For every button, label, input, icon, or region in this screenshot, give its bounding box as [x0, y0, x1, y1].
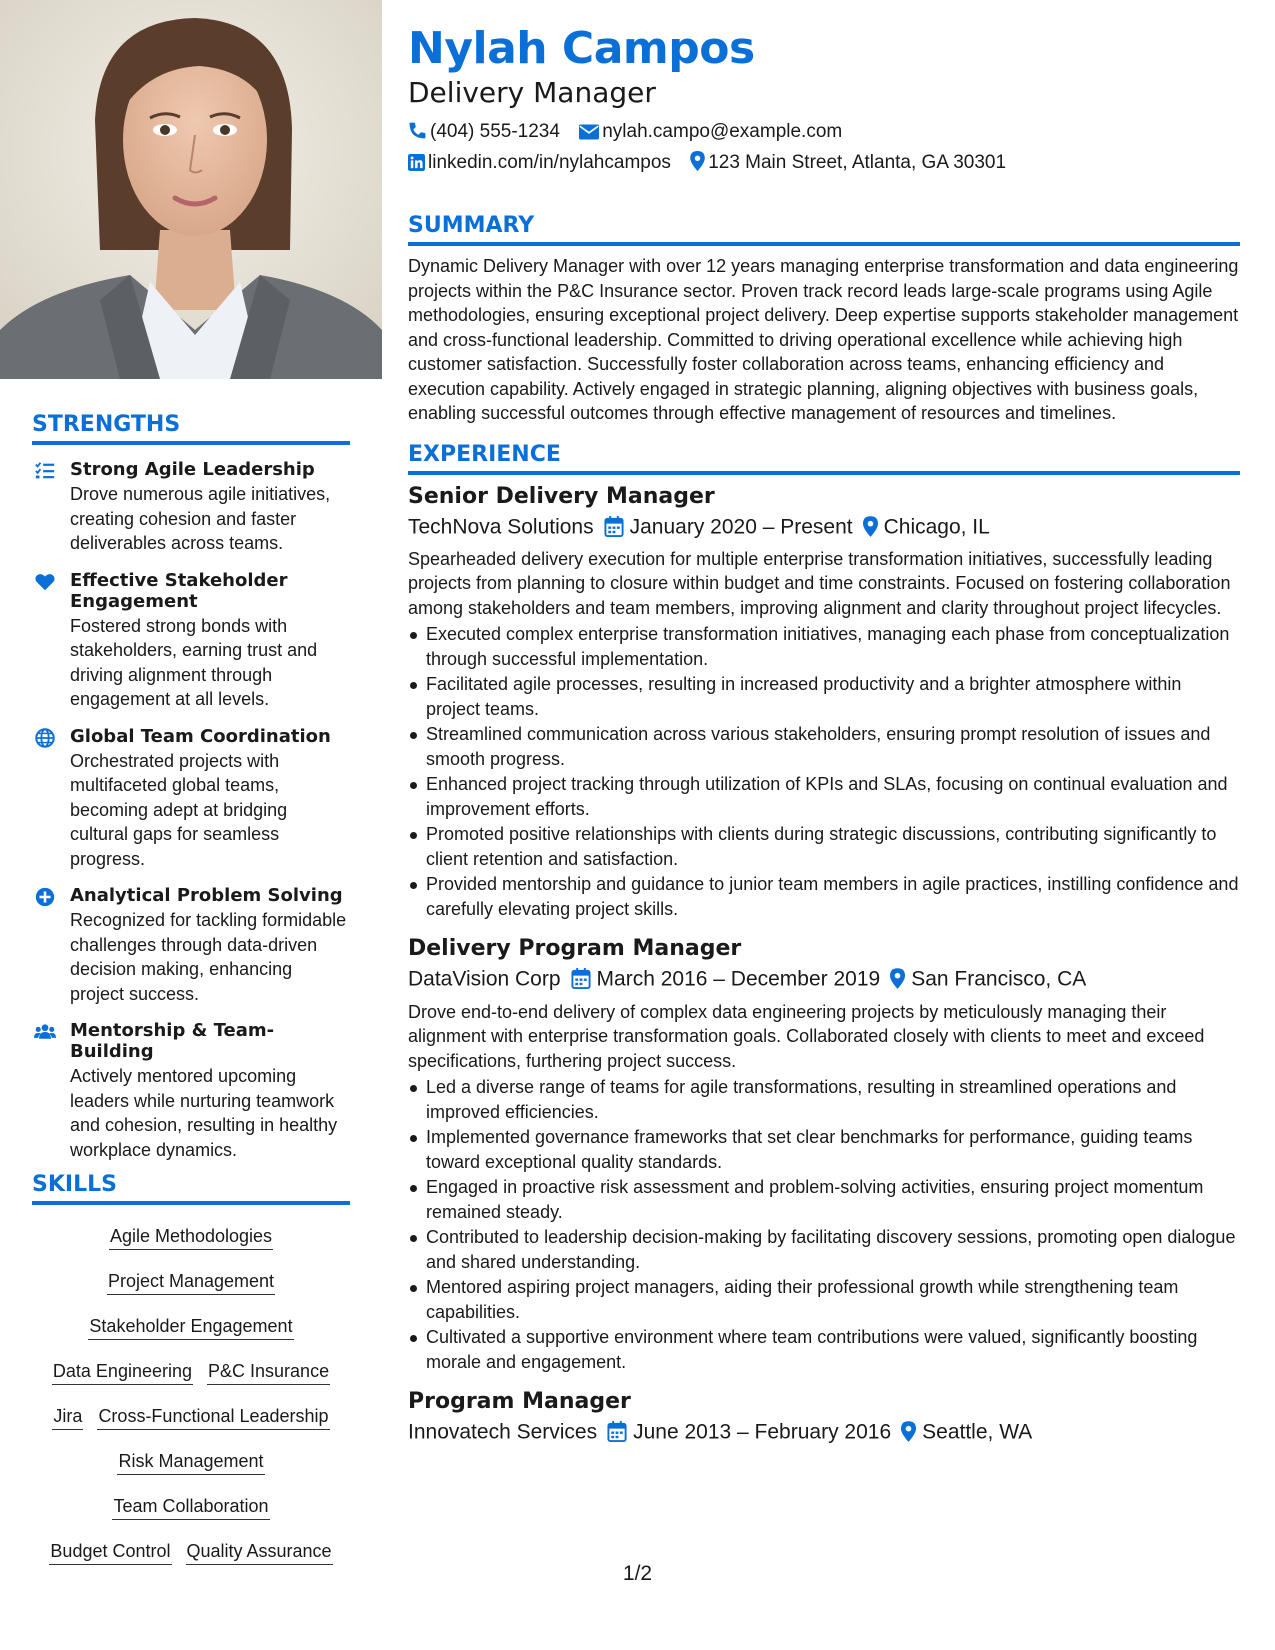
skill-row — [32, 1350, 350, 1395]
candidate-role: Delivery Manager — [408, 76, 656, 109]
email-icon — [579, 124, 599, 140]
job-location: San Francisco, CA — [911, 967, 1087, 991]
left-column — [0, 0, 382, 1561]
skill-tag: Quality Assurance — [186, 1539, 333, 1565]
experience-title: EXPERIENCE — [408, 442, 1240, 475]
job-bullet: Engaged in proactive risk assessment and problem-solving activities, ensuring project momentum remained steady. — [408, 1175, 1240, 1224]
page-number: 1/2 — [622, 1562, 653, 1585]
skill-tag: Cross-Functional Leadership — [97, 1404, 329, 1430]
strength-description: Orchestrated projects with multifaceted global teams, becoming adept at bridging cultural gaps for seamless progress. — [70, 750, 288, 869]
strength-item — [32, 885, 350, 1006]
skill-row — [32, 1395, 350, 1440]
skill-tag: Stakeholder Engagement — [88, 1314, 293, 1340]
job-bullets — [408, 622, 1240, 921]
list-check-icon — [34, 460, 56, 482]
candidate-name: Nylah Campos — [408, 23, 755, 74]
linkedin-icon — [408, 154, 425, 171]
address-text: 123 Main Street, Atlanta, GA 30301 — [708, 152, 1007, 174]
skill-row — [32, 1440, 350, 1485]
job-bullet: Executed complex enterprise transformation initiatives, managing each phase from conceptualization through successful implementation. — [408, 622, 1240, 671]
skill-row — [32, 1485, 350, 1530]
job-bullet: Cultivated a supportive environment where team contributions were valued, significantly boosting morale and engagement. — [408, 1325, 1240, 1374]
job-meta — [408, 965, 1240, 993]
location-pin-icon — [690, 151, 705, 171]
skill-tag: Budget Control — [49, 1539, 171, 1565]
strength-title: Analytical Problem Solving — [70, 885, 343, 906]
strength-title: Mentorship & Team-Building — [70, 1020, 275, 1062]
skill-tag: Project Management — [107, 1269, 275, 1295]
skills-section — [32, 1172, 350, 1575]
contact-row-1 — [408, 120, 1240, 144]
summary-section — [408, 213, 1240, 426]
users-icon — [34, 1021, 56, 1043]
skill-row — [32, 1260, 350, 1305]
job-title: Program Manager — [408, 1389, 631, 1415]
job-bullet: Enhanced project tracking through utilization of KPIs and SLAs, focusing on continual evaluation and improvement efforts. — [408, 772, 1240, 821]
job-bullet: Provided mentorship and guidance to junior team members in agile practices, instilling confidence and carefully elevating project skills. — [408, 872, 1240, 921]
strength-description: Drove numerous agile initiatives, creating cohesion and faster deliverables across teams. — [70, 484, 331, 553]
strength-item — [32, 1020, 350, 1162]
profile-photo-illustration — [0, 0, 382, 379]
skill-tag: Risk Management — [117, 1449, 264, 1475]
job-description: Drove end-to-end delivery of complex data engineering projects by meticulously managing their alignment with enterprise transformation goals. Collaborated closely with clients to meet and exceed specifications, furthering project success. — [408, 1001, 1205, 1071]
job-dates: March 2016 – December 2019 — [596, 967, 881, 991]
calendar-icon — [604, 516, 624, 537]
linkedin-contact[interactable] — [408, 151, 671, 175]
job-location: Chicago, IL — [883, 514, 990, 538]
job-bullet: Streamlined communication across various stakeholders, ensuring prompt resolution of issues and smooth progress. — [408, 722, 1240, 771]
strength-title: Strong Agile Leadership — [70, 459, 315, 480]
job-meta — [408, 1418, 1240, 1446]
phone-icon — [408, 121, 427, 140]
experience-section — [408, 442, 1240, 1447]
phone-text: (404) 555-1234 — [430, 121, 560, 142]
job-bullet: Facilitated agile processes, resulting in increased productivity and a brighter atmosphere within project teams. — [408, 672, 1240, 721]
strengths-list — [32, 459, 350, 1162]
strength-item — [32, 570, 350, 712]
right-column — [408, 22, 1240, 1447]
job-bullets — [408, 1075, 1240, 1374]
job-title: Delivery Program Manager — [408, 936, 742, 962]
profile-photo — [0, 0, 382, 379]
location-pin-icon — [901, 1421, 916, 1442]
job-company: Innovatech Services — [408, 1420, 598, 1444]
skills-title: SKILLS — [32, 1172, 350, 1205]
strength-description: Fostered strong bonds with stakeholders, earning trust and driving alignment through engagement at all levels. — [70, 615, 318, 709]
job-bullet: Promoted positive relationships with clients during strategic discussions, contributing significantly to client retention and satisfaction. — [408, 822, 1240, 871]
linkedin-text: linkedin.com/in/nylahcampos — [428, 152, 671, 174]
job-entry — [408, 935, 1240, 1374]
strengths-title: STRENGTHS — [32, 412, 350, 445]
globe-icon — [34, 727, 56, 749]
location-pin-icon — [890, 968, 905, 989]
skill-tag: Data Engineering — [52, 1359, 193, 1385]
job-entry — [408, 483, 1240, 922]
job-company: TechNova Solutions — [408, 514, 594, 538]
contact-row-2 — [408, 151, 1240, 175]
phone-contact — [408, 120, 560, 144]
job-bullet: Implemented governance frameworks that set clear benchmarks for performance, guiding teams toward exceptional quality standards. — [408, 1125, 1240, 1174]
summary-text: Dynamic Delivery Manager with over 12 years managing enterprise transformation and data engineering projects within the P&C Insurance sector. Proven track record leads large-scale programs using Agile methodologies, ensuring exceptional project delivery. Deep expertise supports stakeholder management and cross-functional leadership. Committed to driving operational excellence while achieving high customer satisfaction. Successfully foster collaboration across teams, enhancing efficiency and execution capability. Actively engaged in strategic planning, aligning objectives with business goals, enabling successful outcomes through effective management of resources and timelines. — [408, 256, 1239, 424]
job-bullet: Mentored aspiring project managers, aiding their professional growth while strengthening team capabilities. — [408, 1275, 1240, 1324]
skill-tag: Agile Methodologies — [109, 1224, 273, 1250]
skill-tag: Team Collaboration — [112, 1494, 269, 1520]
address-contact — [690, 151, 1006, 175]
strength-title: Effective Stakeholder Engagement — [70, 569, 288, 612]
job-dates: June 2013 – February 2016 — [633, 1420, 892, 1444]
job-dates: January 2020 – Present — [629, 514, 853, 538]
skill-row — [32, 1215, 350, 1260]
location-pin-icon — [863, 516, 878, 537]
job-title: Senior Delivery Manager — [408, 483, 715, 509]
job-company: DataVision Corp — [408, 967, 561, 991]
strength-description: Actively mentored upcoming leaders while nurturing teamwork and cohesion, resulting in healthy workplace dynamics. — [70, 1066, 338, 1160]
calendar-icon — [571, 968, 591, 989]
job-entry — [408, 1388, 1240, 1446]
skill-tag: Jira — [52, 1404, 83, 1430]
email-contact[interactable] — [579, 120, 842, 144]
strength-item — [32, 726, 350, 872]
strengths-section — [32, 412, 350, 1162]
job-meta — [408, 513, 1240, 541]
skill-tag: P&C Insurance — [207, 1359, 330, 1385]
strength-title: Global Team Coordination — [70, 725, 331, 747]
email-text: nylah.campo@example.com — [602, 121, 843, 142]
job-bullet: Led a diverse range of teams for agile transformations, resulting in streamlined operations and improved efficiencies. — [408, 1075, 1240, 1124]
job-location: Seattle, WA — [922, 1420, 1033, 1444]
summary-title: SUMMARY — [408, 213, 1240, 246]
heart-icon — [34, 571, 56, 593]
calendar-icon — [607, 1421, 627, 1442]
jobs-list — [408, 483, 1240, 1447]
skills-list — [32, 1215, 350, 1575]
job-bullet: Contributed to leadership decision-making by facilitating discovery sessions, promoting open dialogue and shared understanding. — [408, 1225, 1240, 1274]
skill-row — [32, 1305, 350, 1350]
strength-item — [32, 459, 350, 556]
strength-description: Recognized for tackling formidable challenges through data-driven decision making, enhancing project success. — [70, 910, 347, 1004]
plus-circle-icon — [34, 886, 56, 908]
job-description: Spearheaded delivery execution for multiple enterprise transformation initiatives, successfully leading projects from planning to closure within budget and time constraints. Focused on fostering collaboration among stakeholders and team members, improving alignment and clarity throughout project lifecycles. — [408, 548, 1231, 618]
